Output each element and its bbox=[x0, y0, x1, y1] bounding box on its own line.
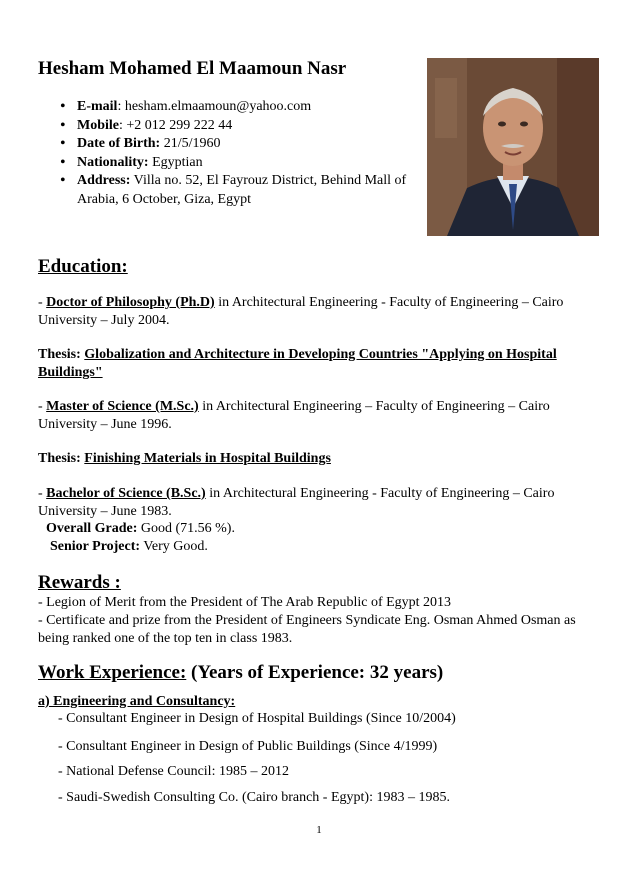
education-bsc: - Bachelor of Science (B.Sc.) in Architectural Engineering - Faculty of Engineering – Cairo University – June 1983. bbox=[38, 486, 555, 519]
work-heading: Work Experience: (Years of Experience: 32 years) bbox=[38, 662, 444, 683]
contact-nationality: • Nationality: Egyptian bbox=[38, 154, 408, 173]
senior-project: Senior Project: Very Good. bbox=[50, 539, 208, 554]
msc-thesis: Thesis: Finishing Materials in Hospital Buildings bbox=[38, 451, 331, 466]
work-item: - Consultant Engineer in Design of Hospital Buildings (Since 10/2004) bbox=[58, 711, 456, 726]
reward-item: - Legion of Merit from the President of The Arab Republic of Egypt 2013 bbox=[38, 595, 452, 610]
page-number: 1 bbox=[316, 824, 322, 836]
rewards-heading: Rewards : bbox=[38, 572, 121, 593]
phd-thesis: Thesis: Globalization and Architecture in Developing Countries "Applying on Hospital Buildings" bbox=[38, 347, 557, 380]
contact-mobile: • Mobile: +2 012 299 222 44 bbox=[38, 117, 408, 136]
overall-grade: Overall Grade: Good (71.56 %). bbox=[46, 521, 235, 536]
cv-name: Hesham Mohamed El Maamoun Nasr bbox=[38, 58, 347, 79]
work-subheading: a) Engineering and Consultancy: bbox=[38, 694, 236, 709]
contact-dob: • Date of Birth: 21/5/1960 bbox=[38, 135, 408, 154]
work-item: - Consultant Engineer in Design of Public Buildings (Since 4/1999) bbox=[58, 739, 438, 754]
education-phd: - Doctor of Philosophy (Ph.D) in Architectural Engineering - Faculty of Engineering – Cairo University – July 2004. bbox=[38, 295, 564, 328]
contact-list bbox=[38, 98, 408, 209]
contact-email: • E-mail: hesham.elmaamoun@yahoo.com bbox=[38, 98, 408, 117]
reward-item: - Certificate and prize from the President of Engineers Syndicate Eng. Osman Ahmed Osman as being ranked one of the top ten in class 1983. bbox=[38, 613, 576, 646]
profile-photo bbox=[427, 58, 599, 236]
education-msc: - Master of Science (M.Sc.) in Architectural Engineering – Faculty of Engineering – Cairo University – June 1996. bbox=[38, 399, 550, 432]
work-item: - Saudi-Swedish Consulting Co. (Cairo branch - Egypt): 1983 – 1985. bbox=[58, 790, 450, 805]
work-item: - National Defense Council: 1985 – 2012 bbox=[58, 764, 289, 779]
contact-address: • Address: Villa no. 52, El Fayrouz District, Behind Mall of Arabia, 6 October, Giza, Egypt bbox=[38, 172, 408, 209]
education-heading: Education: bbox=[38, 256, 128, 277]
